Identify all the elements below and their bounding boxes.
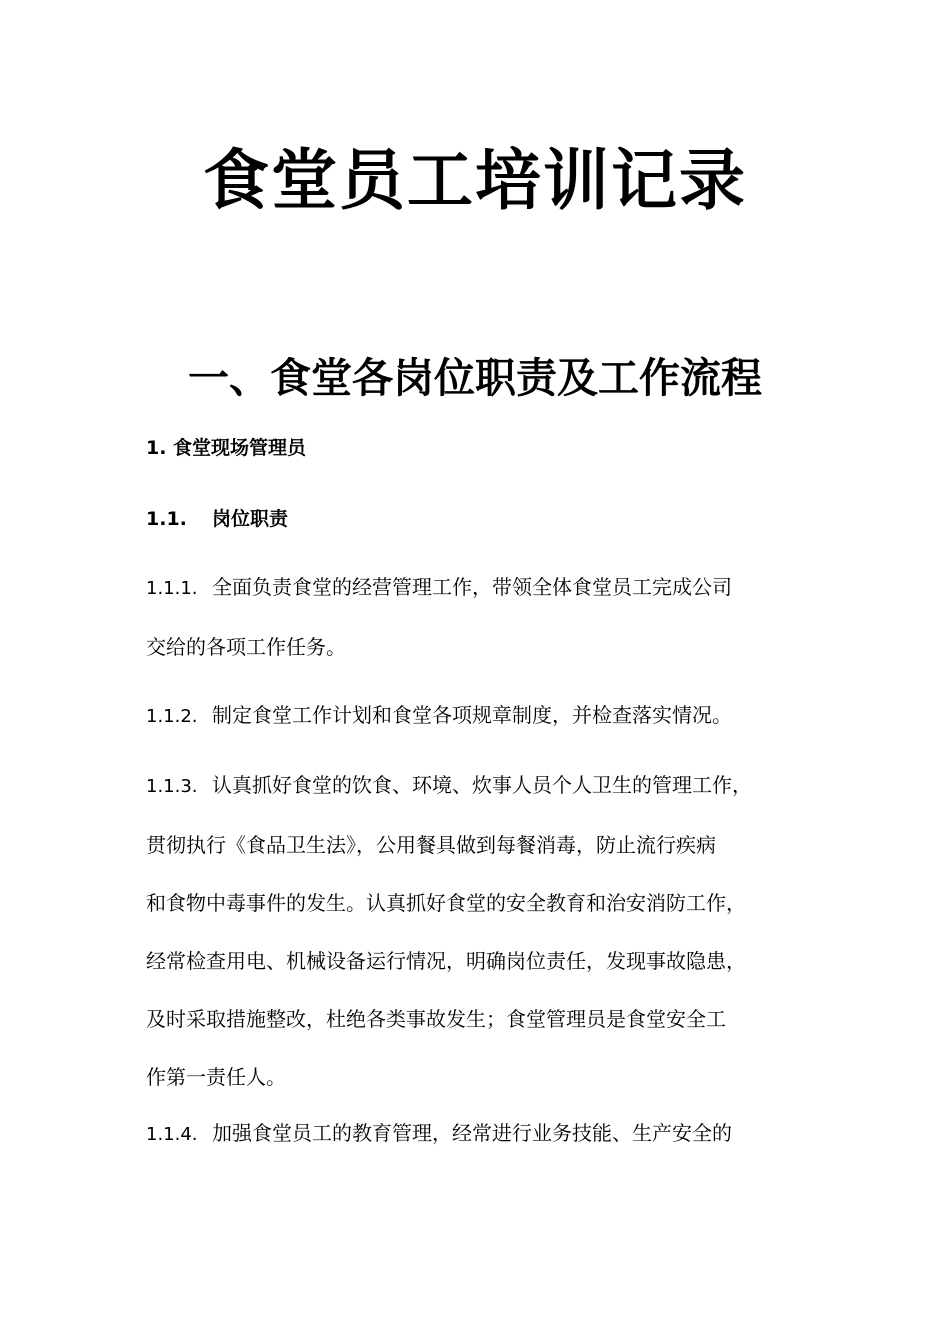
duty-item-2 <box>146 686 826 746</box>
duty-text: 加强食堂员工的教育管理，经常进行业务技能、生产安全的 <box>212 1121 732 1145</box>
duty-line: 和食物中毒事件的发生。认真抓好食堂的安全教育和治安消防工作， <box>146 891 746 915</box>
duty-text: 认真抓好食堂的饮食、环境、炊事人员个人卫生的管理工作， <box>212 773 752 797</box>
duty-text: 全面负责食堂的经营管理工作，带领全体食堂员工完成公司 <box>212 575 732 599</box>
duty-line <box>146 686 826 746</box>
duty-text: 制定食堂工作计划和食堂各项规章制度，并检查落实情况。 <box>212 703 732 727</box>
duty-item-4 <box>146 1104 826 1164</box>
duty-number: 1.1.2. <box>146 706 198 727</box>
document-title: 食堂员工培训记录 <box>203 142 747 219</box>
section-heading: 一、食堂各岗位职责及工作流程 <box>188 354 762 402</box>
duty-line: 交给的各项工作任务。 <box>146 635 346 659</box>
duty-line <box>146 756 826 816</box>
duty-item-1 <box>146 558 826 676</box>
duty-line: 经常检查用电、机械设备运行情况，明确岗位责任，发现事故隐患， <box>146 949 746 973</box>
duty-number: 1.1.1. <box>146 578 198 599</box>
duty-line: 作第一责任人。 <box>146 1065 286 1089</box>
duty-item-3 <box>146 756 826 1106</box>
heading-job-duties <box>146 505 288 533</box>
duty-number: 1.1.4. <box>146 1124 198 1145</box>
heading-canteen-manager: 1. 食堂现场管理员 <box>146 437 307 459</box>
duty-line: 贯彻执行《食品卫生法》，公用餐具做到每餐消毒，防止流行疾病 <box>146 833 716 857</box>
heading-number: 1.1. <box>146 508 187 530</box>
duty-line <box>146 1104 826 1164</box>
duty-number: 1.1.3. <box>146 776 198 797</box>
duty-line: 及时采取措施整改，杜绝各类事故发生；食堂管理员是食堂安全工 <box>146 1007 726 1031</box>
duty-line <box>146 558 826 618</box>
heading-text: 岗位职责 <box>212 508 289 530</box>
